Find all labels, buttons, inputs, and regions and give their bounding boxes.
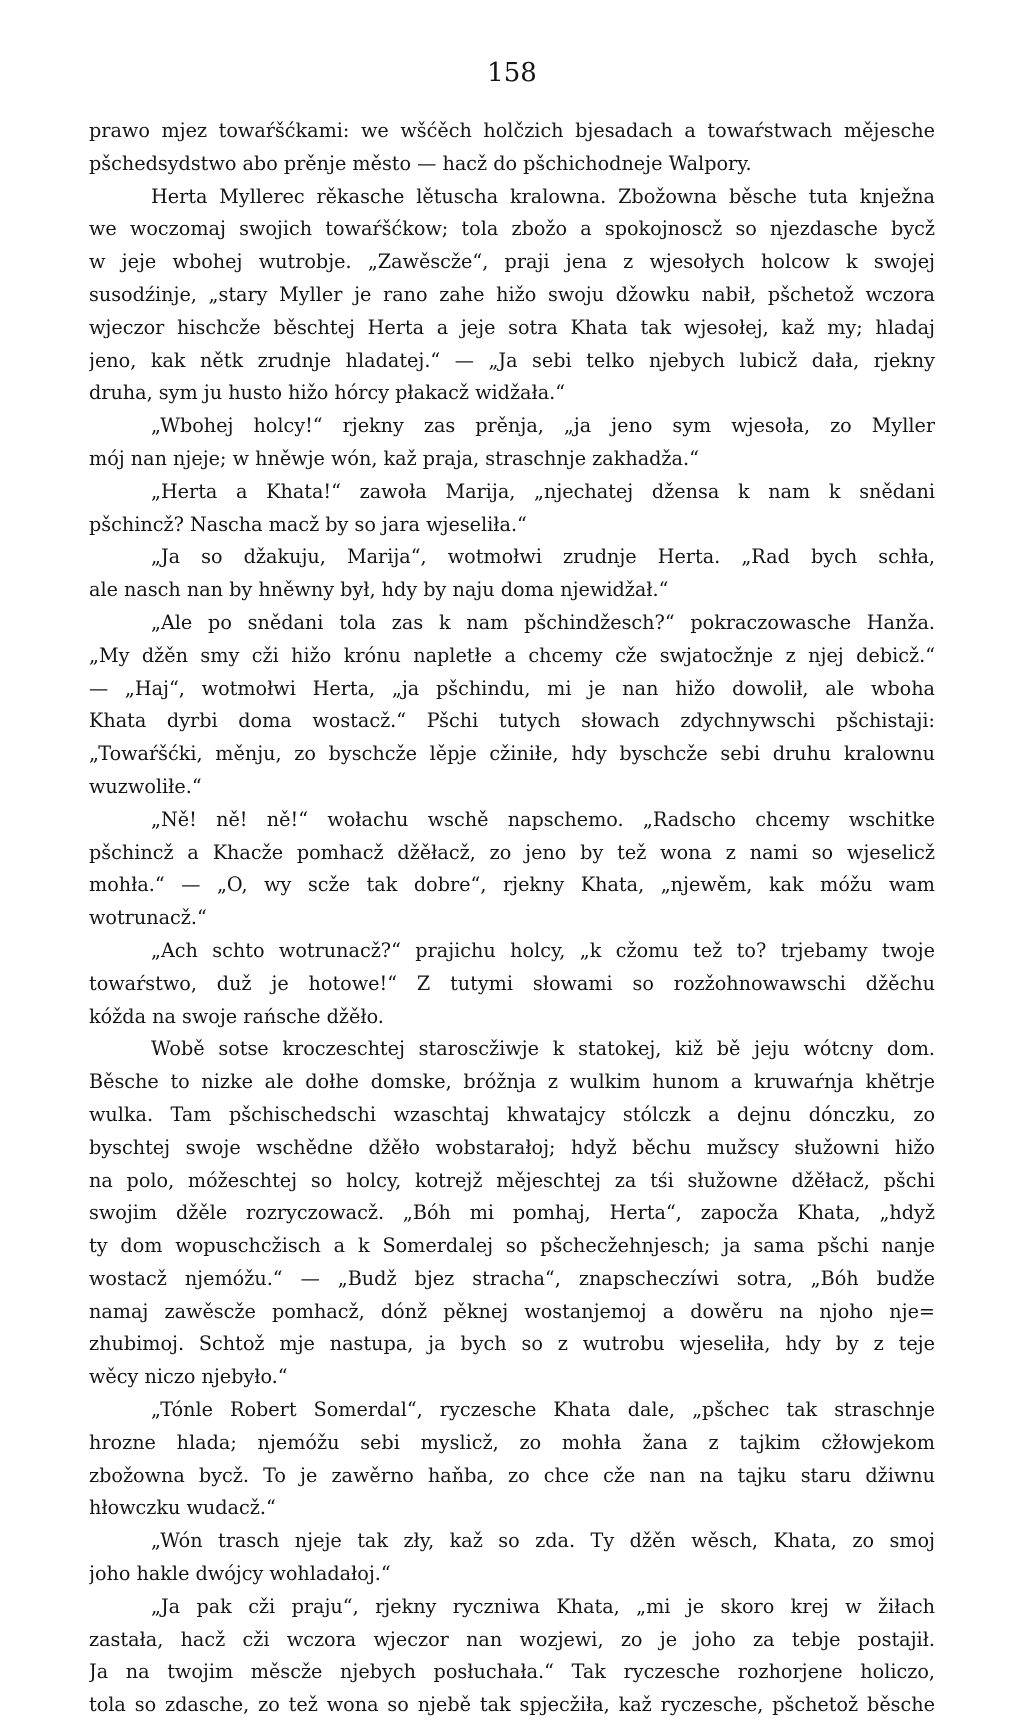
- text-line: „Ja so džakuju, Marija“, wotmołwi zrudnje Herta. „Rad bych schła,: [151, 545, 935, 569]
- text-line: byschtej swoje wschědne džěło wobstarałoj; hdyž běchu mužscy słužowni hižo: [89, 1135, 935, 1159]
- text-line: pšchedsydstwo abo prěnje město — hacž do pšchichodneje Walpory.: [89, 151, 752, 175]
- text-line: kóžda na swoje rańsche džěło.: [89, 1004, 384, 1028]
- text-line: pšchincž? Nascha macž by so jara wjeseliła.“: [89, 512, 527, 536]
- text-line: „Wbohej holcy!“ rjekny zas prěnja, „ja jeno sym wjesoła, zo Myller: [151, 414, 935, 438]
- text-line: namaj zawěscže pomhacž, dónž pěknej wostanjemoj a dowěru na njoho nje=: [89, 1299, 935, 1323]
- text-line: Běsche to nizke ale dołhe domske, bróžnja z wulkim hunom a kruwaŕnja khětrje: [89, 1070, 935, 1094]
- text-line: wuzwoliłe.“: [89, 774, 202, 798]
- text-line: Wobě sotse kroczeschtej staroscžiwje k statokej, kiž bě jeju wótcny dom.: [151, 1037, 935, 1061]
- text-line: „Ja pak cži praju“, rjekny ryczniwa Khata, „mi je skoro krej w žiłach: [151, 1594, 935, 1618]
- text-line: — „Haj“, wotmołwi Herta, „ja pšchindu, mi je nan hižo dowolił, ale wboha: [89, 676, 935, 700]
- text-line: zhubimoj. Schtož mje nastupa, ja bych so z wutrobu wjeseliła, hdy by z teje: [89, 1332, 935, 1356]
- text-line: „Ně! ně! ně!“ wołachu wschě napschemo. „Radscho chcemy wschitke: [151, 807, 935, 831]
- text-line: hłowczku wudacž.“: [89, 1496, 276, 1520]
- text-line: „Ale po snědani tola zas k nam pšchindžesch?“ pokraczowasche Hanža.: [151, 610, 935, 634]
- text-line: susodźinje, „stary Myller je rano zahe hižo swoju džowku nabił, pšchetož wczora: [89, 282, 935, 306]
- text-line: Herta Myllerec rěkasche lětuscha kralowna. Zbožowna běsche tuta knježna: [151, 184, 935, 208]
- text-line: zbožowna bycž. To je zawěrno haňba, zo chce cže nan na tajku staru džiwnu: [89, 1463, 935, 1487]
- text-line: na polo, móžeschtej so holcy, kotrejž mějeschtej za tśi słužowne džěłacž, pšchi: [89, 1168, 935, 1192]
- text-line: wěcy niczo njebyło.“: [89, 1365, 288, 1389]
- text-line: Khata dyrbi doma wostacž.“ Pšchi tutych słowach zdychnywschi pšchistaji:: [89, 709, 935, 733]
- text-line: zastała, hacž cži wczora wjeczor nan wozjewi, zo je joho za tebje postajił.: [89, 1627, 935, 1651]
- text-line: mój nan njeje; w hněwje wón, kaž praja, straschnje zakhadža.“: [89, 446, 699, 470]
- text-line: wostacž njemóžu.“ — „Budž bjez stracha“, znapscheczíwi sotra, „Bóh budže: [89, 1266, 935, 1290]
- text-line: ty dom wopuschcžisch a k Somerdalej so pšchecžehnjesch; ja sama pšchi nanje: [89, 1234, 935, 1258]
- text-line: „My džěn smy cži hižo krónu napletłe a chcemy cže swjatocžnje z njej debicž.“: [89, 643, 935, 667]
- text-line: swojim džěle rozryczowacž. „Bóh mi pomhaj, Herta“, zapocža Khata, „hdyž: [89, 1201, 935, 1225]
- body-text: [89, 115, 935, 1722]
- text-line: „Towaŕšćki, měnju, zo byschcže lěpje cžiniłe, hdy byschcže sebi druhu kralownu: [89, 742, 935, 766]
- text-line: „Wón trasch njeje tak zły, kaž so zda. Ty džěn wěsch, Khata, zo smoj: [151, 1529, 935, 1553]
- text-line: ale nasch nan by hněwny był, hdy by naju doma njewidžał.“: [89, 578, 669, 602]
- text-line: „Ach schto wotrunacž?“ prajichu holcy, „k cžomu tež to? trjebamy twoje: [151, 938, 935, 962]
- text-line: towaŕstwo, duž je hotowe!“ Z tutymi słowami so rozžohnowawschi džěchu: [89, 971, 935, 995]
- text-line: prawo mjez towaŕšćkami: we wšćěch holčzich bjesadach a towaŕstwach mějesche: [89, 119, 935, 142]
- text-line: jeno, kak nětk zrudnje hladatej.“ — „Ja sebi telko njebych lubicž dała, rjekny: [89, 348, 935, 372]
- text-line: Ja na twojim měscže njebych posłuchała.“ Tak ryczesche rozhorjene holiczo,: [89, 1660, 935, 1684]
- text-line: wotrunacž.“: [89, 906, 207, 930]
- text-line: tola so zdasche, zo tež wona so njebě tak spjecžiła, kaž ryczesche, pšchetož běsche: [89, 1693, 935, 1717]
- text-line: we woczomaj swojich towaŕšćkow; tola zbožo a spokojnoscž so njezdasche bycž: [89, 217, 935, 241]
- text-line: wulka. Tam pšchischedschi wzaschtaj khwatajcy stólczk a dejnu dónczku, zo: [89, 1102, 935, 1126]
- page-number: 158: [487, 58, 537, 88]
- text-line: „Herta a Khata!“ zawoła Marija, „njechatej džensa k nam k snědani: [151, 479, 935, 503]
- text-line: druha, sym ju husto hižo hórcy płakacž widžała.“: [89, 381, 566, 405]
- text-line: pšchincž a Khacže pomhacž džěłacž, zo jeno by tež wona z nami so wjeselicž: [89, 840, 935, 864]
- text-line: w jeje wbohej wutrobje. „Zawěscže“, praji jena z wjesołych holcow k swojej: [89, 250, 935, 274]
- text-line: joho hakle dwójcy wohladałoj.“: [89, 1562, 391, 1586]
- text-line: hrozne hlada; njemóžu sebi myslicž, zo mohła žana z tajkim cžłowjekom: [89, 1430, 935, 1454]
- text-line: „Tónle Robert Somerdal“, ryczesche Khata dale, „pšchec tak straschnje: [151, 1398, 935, 1422]
- text-line: wjeczor hischcže běschtej Herta a jeje sotra Khata tak wjesołej, kaž my; hladaj: [89, 315, 935, 339]
- text-line: mohła.“ — „O, wy scže tak dobre“, rjekny Khata, „njewěm, kak móžu wam: [89, 873, 935, 897]
